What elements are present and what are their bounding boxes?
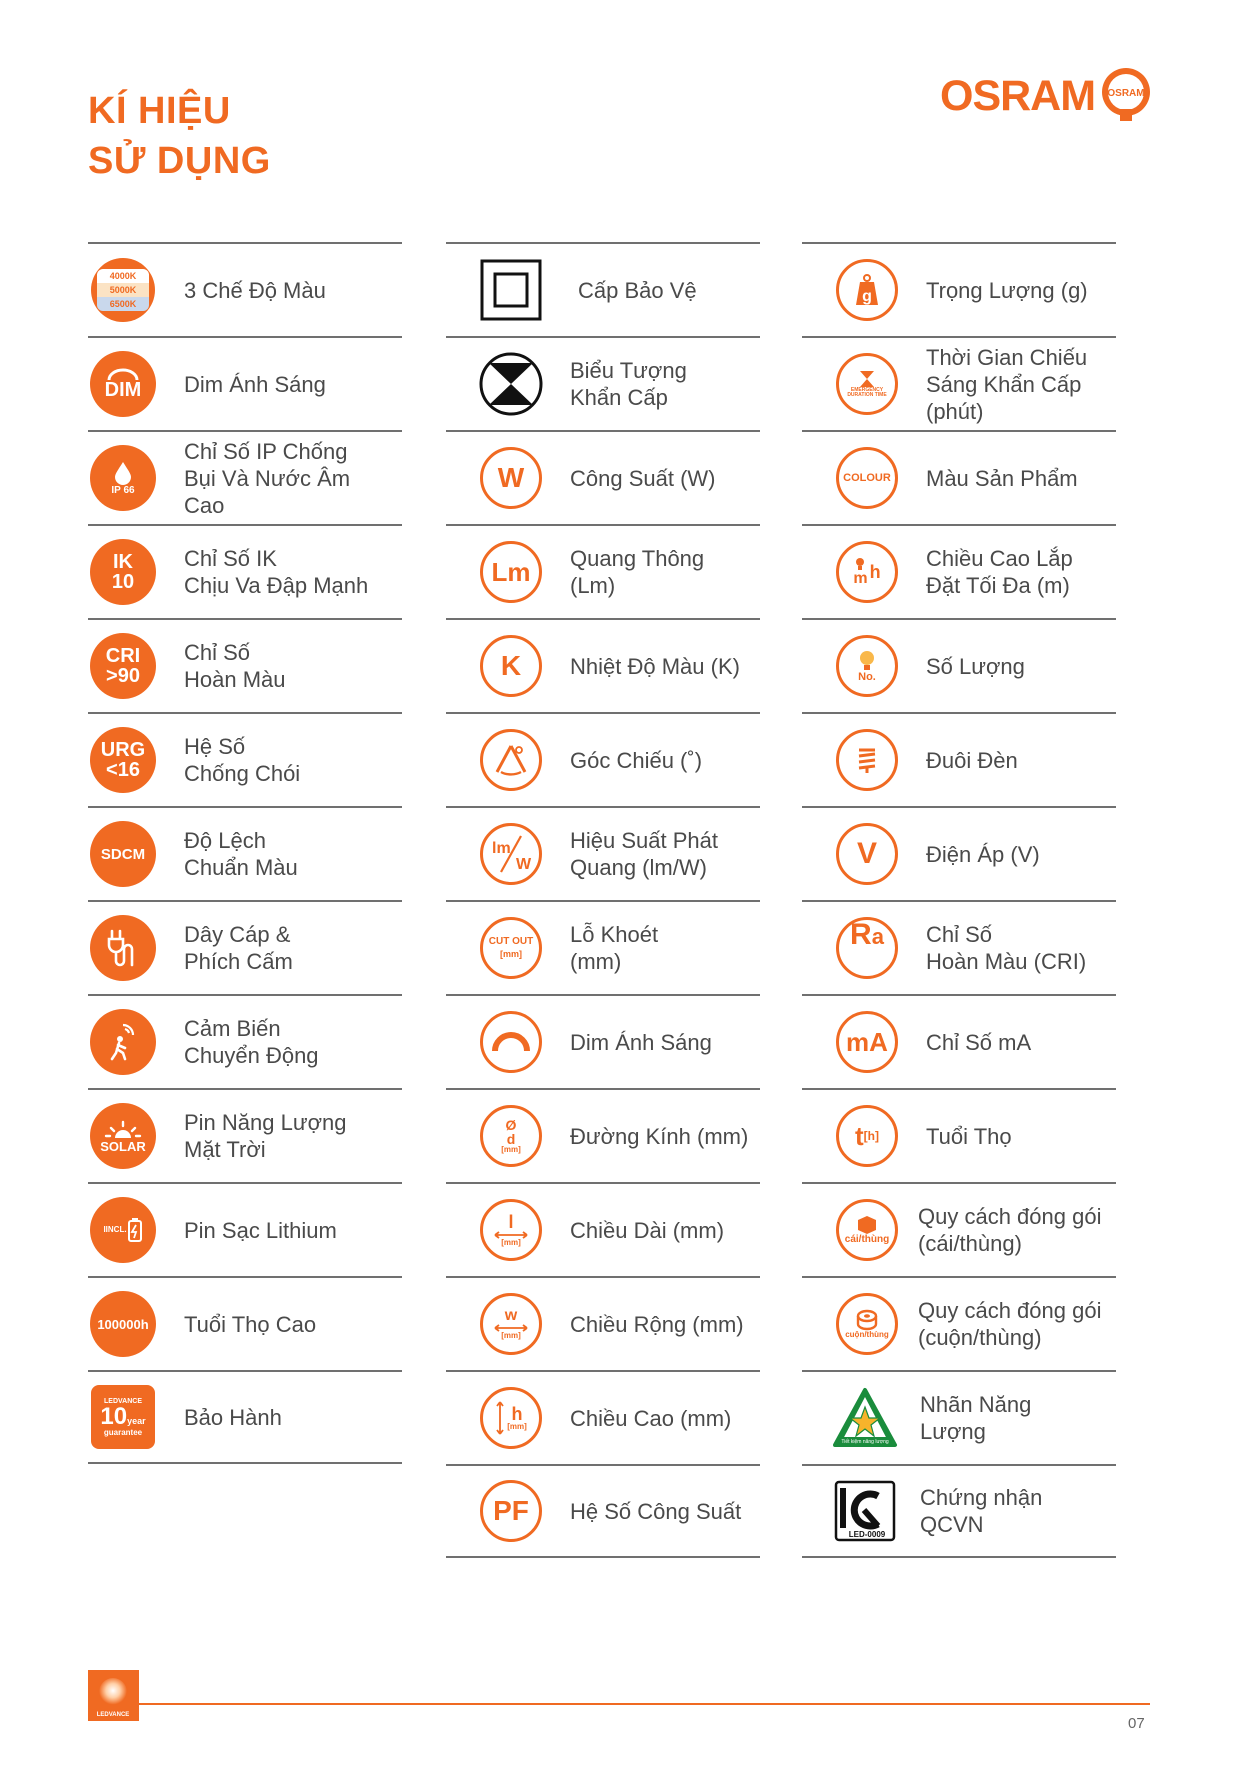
class-ii-icon — [476, 255, 546, 325]
pack-roll-icon: cuộn/thùng — [832, 1289, 902, 1359]
symbol-row — [802, 1182, 1116, 1276]
beam-angle-icon — [476, 725, 546, 795]
symbol-row — [88, 242, 402, 336]
qcvn-icon — [830, 1476, 900, 1546]
symbol-row — [88, 1182, 402, 1276]
symbol-row — [88, 900, 402, 994]
symbol-label: Chỉ Số IK Chịu Va Đập Mạnh — [184, 546, 369, 598]
symbol-label: Quang Thông (Lm) — [570, 546, 705, 598]
cri-icon: CRI >90 — [88, 631, 158, 701]
symbol-row — [802, 900, 1116, 994]
svg-text:LEDVANCE: LEDVANCE — [96, 1712, 130, 1718]
symbol-row — [88, 618, 402, 712]
symbol-label: Chỉ Số Hoàn Màu (CRI) — [926, 922, 1087, 974]
ik-icon: IK 10 — [88, 537, 158, 607]
quantity-icon: No. — [832, 631, 902, 701]
symbol-row — [802, 712, 1116, 806]
symbol-label: Dây Cáp & Phích Cấm — [184, 922, 293, 974]
cutout-icon: CUT OUT [mm] — [476, 913, 546, 983]
symbol-row — [88, 994, 402, 1088]
symbol-row — [446, 1370, 760, 1464]
symbol-label: Pin Năng Lượng Mặt Trời — [184, 1110, 347, 1162]
symbol-label: Màu Sản Phẩm — [926, 465, 1078, 491]
symbol-label: Cảm Biến Chuyển Động — [184, 1016, 319, 1068]
symbol-label: Số Lượng — [926, 653, 1025, 679]
kelvin-icon: K — [476, 631, 546, 701]
symbol-column-2 — [446, 242, 760, 1558]
symbol-row — [88, 1370, 402, 1464]
efficacy-icon: lm W — [476, 819, 546, 889]
symbol-row — [88, 430, 402, 524]
colour-icon: COLOUR — [832, 443, 902, 513]
symbol-label: Chiều Dài (mm) — [570, 1217, 725, 1243]
symbol-row — [802, 994, 1116, 1088]
energy-label-icon — [830, 1383, 900, 1453]
symbol-row — [802, 806, 1116, 900]
symbol-label: Tuổi Thọ Cao — [184, 1311, 317, 1337]
symbol-row — [446, 524, 760, 618]
symbol-row — [88, 1088, 402, 1182]
lumen-icon: Lm — [476, 537, 546, 607]
symbol-label: Công Suất (W) — [570, 465, 716, 491]
symbol-label: Thời Gian Chiếu Sáng Khẩn Cấp (phút) — [926, 344, 1088, 424]
symbol-label: Cấp Bảo Vệ — [578, 277, 697, 303]
ra-icon: R a — [832, 913, 902, 983]
ugr-icon: URG <16 — [88, 725, 158, 795]
symbol-label: Nhiệt Độ Màu (K) — [570, 653, 740, 679]
symbol-label: Chứng nhận QCVN — [920, 1485, 1043, 1537]
solar-icon: SOLAR — [88, 1101, 158, 1171]
symbol-label: Hiệu Suất Phát Quang (lm/W) — [570, 828, 718, 880]
symbol-label: Độ Lệch Chuẩn Màu — [184, 828, 298, 880]
symbol-label: Chiều Rộng (mm) — [570, 1311, 744, 1337]
title-line-2: SỬ DỤNG — [88, 140, 271, 182]
ledvance-logo — [88, 1670, 139, 1721]
symbol-row — [802, 430, 1116, 524]
symbol-row — [88, 524, 402, 618]
dimmable-icon — [476, 1007, 546, 1077]
lamp-base-icon — [832, 725, 902, 795]
length-icon: l [mm] — [476, 1195, 546, 1265]
symbol-row — [802, 618, 1116, 712]
footer-rule — [138, 1703, 1150, 1705]
symbol-label: 3 Chế Độ Màu — [184, 277, 326, 303]
symbol-row — [446, 336, 760, 430]
svg-text:Tiết kiệm năng lượng: Tiết kiệm năng lượng — [841, 1439, 889, 1445]
symbol-label: Hệ Số Công Suất — [570, 1498, 742, 1524]
symbol-label: Quy cách đóng gói (cái/thùng) — [918, 1204, 1102, 1256]
symbol-row — [802, 1370, 1116, 1464]
symbol-label: Chiều Cao Lắp Đặt Tối Đa (m) — [926, 546, 1073, 598]
symbol-column-3 — [802, 242, 1116, 1558]
emergency-duration-icon: EMERGENCY DURATION TIME — [832, 349, 902, 419]
warranty-icon: LEDVANCE 10year guarantee — [88, 1382, 158, 1452]
sdcm-icon: SDCM — [88, 819, 158, 889]
emergency-icon — [476, 349, 546, 419]
symbol-row — [446, 430, 760, 524]
weight-icon — [832, 255, 902, 325]
page-title — [88, 86, 271, 186]
symbol-label: Chỉ Số IP Chống Bụi Và Nước Âm Cao — [184, 438, 351, 518]
symbol-label: Hệ Số Chống Chói — [184, 734, 301, 786]
symbol-label: Quy cách đóng gói (cuộn/thùng) — [918, 1298, 1102, 1350]
power-factor-icon: PF — [476, 1476, 546, 1546]
symbol-row — [446, 242, 760, 336]
symbol-label: Chỉ Số Hoàn Màu — [184, 640, 286, 692]
symbol-label: Chiều Cao (mm) — [570, 1405, 732, 1431]
motion-sensor-icon — [88, 1007, 158, 1077]
symbol-row — [446, 994, 760, 1088]
symbol-row — [802, 1464, 1116, 1558]
ip-icon: IP 66 — [88, 443, 158, 513]
width-icon: w [mm] — [476, 1289, 546, 1359]
title-line-1: KÍ HIỆU — [88, 90, 231, 132]
symbol-row — [802, 1276, 1116, 1370]
battery-icon: IINCL. — [88, 1195, 158, 1265]
diameter-icon: Ø d [mm] — [476, 1101, 546, 1171]
brand-wordmark: OSRAM — [940, 71, 1096, 120]
osram-bulb-icon — [1099, 65, 1153, 127]
height-icon: h [mm] — [476, 1383, 546, 1453]
mounting-height-icon: m h — [832, 537, 902, 607]
symbol-row — [446, 900, 760, 994]
symbol-label: Góc Chiếu (˚) — [570, 747, 703, 773]
voltage-icon: V — [832, 819, 902, 889]
symbol-label: Đường Kính (mm) — [570, 1123, 749, 1149]
brand-small-text: OSRAM — [1107, 88, 1145, 99]
life-icon: t [h] — [832, 1101, 902, 1171]
symbol-column-1 — [88, 242, 402, 1464]
symbol-label: Bảo Hành — [184, 1404, 282, 1430]
svg-text:g: g — [862, 288, 872, 305]
symbol-label: Nhãn Năng Lượng — [920, 1392, 1032, 1444]
dim-icon: DIM — [88, 349, 158, 419]
svg-text:LED-0009: LED-0009 — [848, 1530, 886, 1539]
symbol-label: Biểu Tượng Khẩn Cấp — [570, 358, 687, 410]
cct-3-mode-icon: 4000K 5000K 6500K — [88, 255, 158, 325]
symbol-row — [802, 1088, 1116, 1182]
symbol-label: Dim Ánh Sáng — [184, 371, 326, 397]
symbol-label: Chỉ Số mA — [926, 1029, 1032, 1055]
symbol-row — [446, 712, 760, 806]
symbol-label: Pin Sạc Lithium — [184, 1217, 337, 1243]
symbol-row — [802, 524, 1116, 618]
wattage-icon: W — [476, 443, 546, 513]
symbol-row — [446, 618, 760, 712]
symbol-label: Đuôi Đèn — [926, 747, 1018, 773]
symbol-row — [88, 1276, 402, 1370]
symbol-row — [446, 1276, 760, 1370]
symbol-row — [88, 336, 402, 430]
symbol-row — [446, 806, 760, 900]
symbol-row — [802, 242, 1116, 336]
symbol-label: Tuổi Thọ — [926, 1123, 1012, 1149]
symbol-row — [802, 336, 1116, 430]
page-number: 07 — [1128, 1715, 1145, 1732]
symbol-label: Điện Áp (V) — [926, 841, 1040, 867]
lifetime-icon: 100000h — [88, 1289, 158, 1359]
symbol-row — [446, 1464, 760, 1558]
plug-icon — [88, 913, 158, 983]
symbol-label: Trọng Lượng (g) — [926, 277, 1088, 303]
ma-icon: mA — [832, 1007, 902, 1077]
symbol-label: Lỗ Khoét (mm) — [570, 922, 659, 974]
symbol-row — [88, 806, 402, 900]
osram-logo — [940, 62, 1153, 130]
pack-pcs-icon: cái/thùng — [832, 1195, 902, 1265]
symbol-row — [446, 1088, 760, 1182]
symbol-label: Dim Ánh Sáng — [570, 1029, 712, 1055]
symbol-row — [446, 1182, 760, 1276]
symbol-row — [88, 712, 402, 806]
